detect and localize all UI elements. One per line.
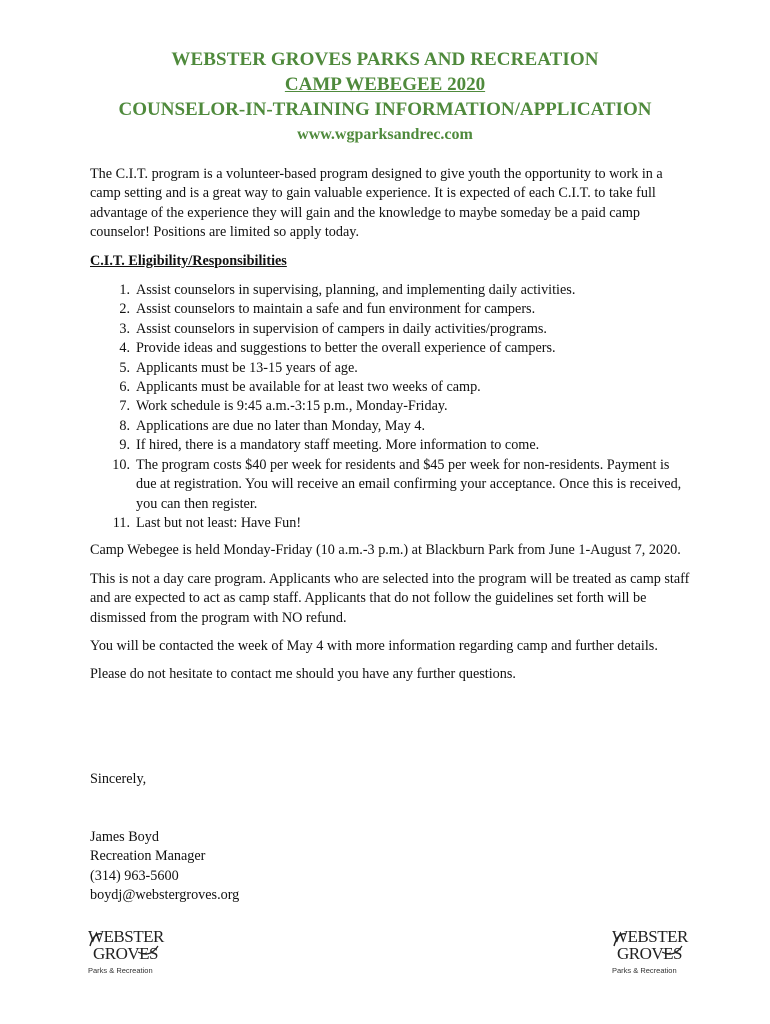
list-item	[90, 436, 690, 455]
signer-email: boydj@webstergroves.org	[90, 887, 240, 904]
list-number: 3.	[119, 320, 130, 337]
logo-tagline: Parks & Recreation	[612, 966, 677, 975]
logo-swoosh-icon	[88, 928, 168, 968]
signer-name: James Boyd	[90, 829, 159, 845]
list-item	[90, 514, 690, 533]
list-number: 9.	[119, 437, 130, 454]
list-number: 5.	[119, 359, 130, 376]
webster-groves-logo-right	[612, 928, 692, 980]
list-item	[90, 300, 690, 319]
logo-tagline: Parks & Recreation	[88, 966, 153, 975]
list-text: Applicants must be available for at least two weeks of camp.	[136, 379, 481, 396]
list-item	[90, 456, 690, 514]
logo-swoosh-icon	[612, 928, 692, 968]
list-item	[90, 378, 690, 397]
list-text: Work schedule is 9:45 a.m.-3:15 p.m., Monday-Friday.	[136, 398, 448, 415]
eligibility-heading: C.I.T. Eligibility/Responsibilities	[90, 252, 287, 269]
daycare-paragraph: This is not a day care program. Applicants who are selected into the program will be treated as camp staff and are expected to act as camp staff. Applicants that do not follow the guidelines set forth will be dismissed from the program with NO refund.	[90, 570, 690, 626]
closing-salutation: Sincerely,	[90, 771, 147, 787]
list-item	[90, 397, 690, 416]
list-number: 7.	[119, 398, 130, 415]
list-number: 10.	[112, 456, 130, 473]
questions-paragraph: Please do not hesitate to contact me should you have any further questions.	[90, 666, 516, 683]
list-text: Applications are due no later than Monday, May 4.	[136, 417, 426, 434]
list-item	[90, 281, 690, 300]
list-text: Last but not least: Have Fun!	[136, 514, 302, 531]
signer-title: Recreation Manager	[90, 848, 206, 865]
list-number: 8.	[119, 417, 130, 434]
document-body	[90, 165, 690, 694]
list-number: 6.	[119, 379, 130, 396]
list-item	[90, 320, 690, 339]
list-number: 11.	[112, 514, 130, 531]
signer-phone: (314) 963-5600	[90, 867, 179, 884]
list-number: 4.	[119, 340, 130, 357]
list-text: Provide ideas and suggestions to better the overall experience of campers.	[136, 340, 556, 357]
list-text: The program costs $40 per week for residents and $45 per week for non-residents. Payment is due at registration. You will receive an email confirming your acceptance. Once this is received, you can then register.	[136, 456, 682, 512]
list-text: Assist counselors to maintain a safe and fun environment for campers.	[136, 301, 536, 318]
website-url: www.wgparksandrec.com	[297, 126, 473, 143]
list-item	[90, 359, 690, 378]
location-paragraph: Camp Webegee is held Monday-Friday (10 a.m.-3 p.m.) at Blackburn Park from June 1-August 7, 2020.	[90, 542, 681, 559]
responsibilities-list	[90, 281, 690, 533]
list-text: Assist counselors in supervision of campers in daily activities/programs.	[136, 320, 547, 337]
logo-word-webster: WEBSTER	[88, 927, 164, 946]
list-number: 2.	[119, 301, 130, 318]
list-text: Applicants must be 13-15 years of age.	[136, 359, 358, 376]
list-text: If hired, there is a mandatory staff meeting. More information to come.	[136, 437, 540, 454]
list-number: 1.	[119, 282, 130, 299]
webster-groves-logo-left	[88, 928, 168, 980]
organization-title: WEBSTER GROVES PARKS AND RECREATION	[171, 49, 599, 70]
contact-paragraph: You will be contacted the week of May 4 with more information regarding camp and further details.	[90, 637, 658, 654]
signature-block	[90, 828, 239, 906]
list-item	[90, 417, 690, 436]
document-header	[0, 47, 770, 147]
logo-word-groves: GROVES	[93, 944, 159, 963]
list-text: Assist counselors in supervising, planning, and implementing daily activities.	[136, 282, 576, 299]
camp-title: CAMP WEBEGEE 2020	[284, 74, 486, 95]
logo-word-groves: GROVES	[617, 944, 683, 963]
intro-paragraph: The C.I.T. program is a volunteer-based program designed to give youth the opportunity to work in a camp setting and is a great way to gain valuable experience. It is expected of each C.I.T. to take full advantage of the experience they will gain and the knowledge to maybe someday be a paid camp counselor! Positions are limited so apply today.	[90, 166, 663, 241]
program-title: COUNSELOR-IN-TRAINING INFORMATION/APPLICATION	[118, 99, 652, 120]
list-item	[90, 339, 690, 358]
logo-word-webster: WEBSTER	[612, 927, 688, 946]
